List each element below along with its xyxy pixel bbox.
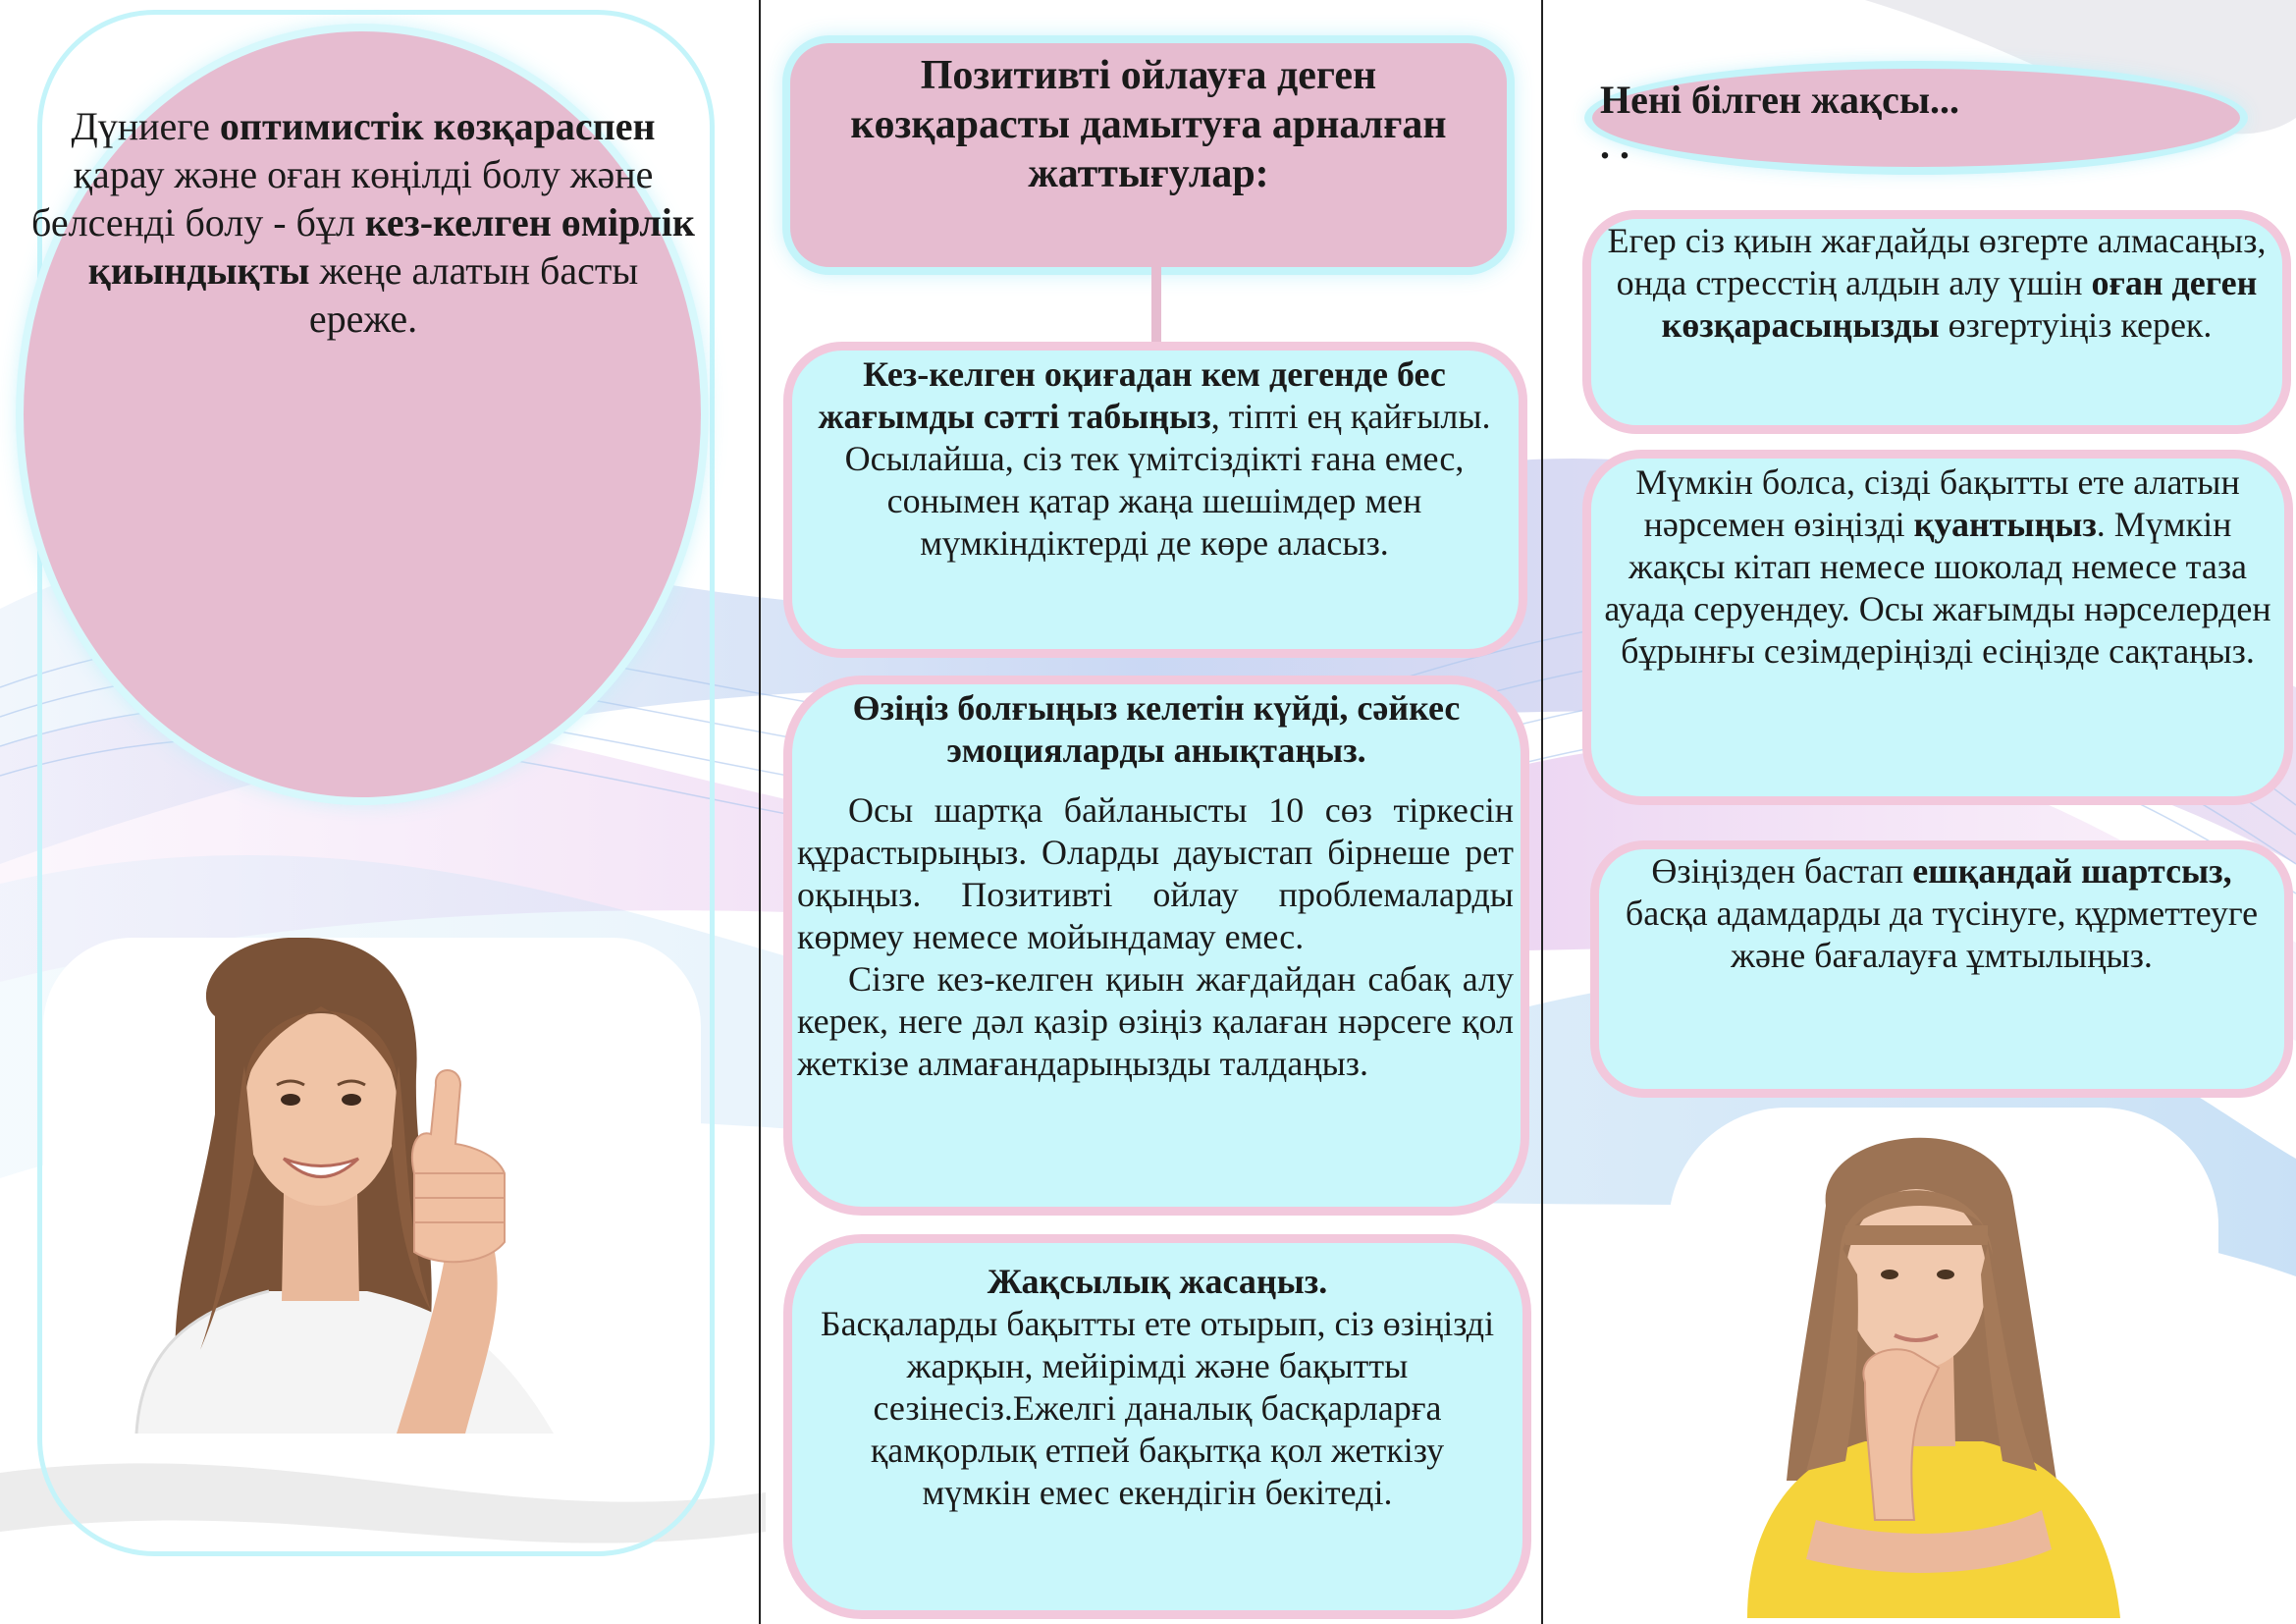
middle-tip-text-1: Кез-келген оқиғадан кем дегенде бес жағымды сәтті табыңыз, тіпті ең қайғылы. Осылайша, сіз тек үмітсіздікті ғана емес, сонымен қатар жаңа шешімдер мен мүмкіндіктерді де көре аласыз. bbox=[818, 354, 1491, 563]
right-header-dots: . . bbox=[1600, 123, 1629, 167]
column-divider-left bbox=[759, 0, 761, 1624]
right-header-title: Нені білген жақсы... bbox=[1600, 78, 1960, 122]
middle-tip-body-2 bbox=[797, 789, 1514, 1085]
middle-tip-para-2b: Сізге кез-келген қиын жағдайдан сабақ алу керек, неге дәл қазір өзіңіз қалаған нәрсеге қол жеткізе алмағандарыңызды талдаңыз. bbox=[797, 959, 1514, 1083]
middle-tip-title-3: Жақсылық жасаңыз. bbox=[987, 1262, 1328, 1301]
middle-connector-line bbox=[1151, 267, 1161, 346]
middle-header-title: Позитивті ойлауға деген көзқарасты дамытуға арналған жаттығулар: bbox=[850, 53, 1447, 196]
left-intro-text: Дүниеге оптимистік көзқараспен қарау және оған көңілді болу және белсенді болу - бұл кез-келген өмірлік қиындықты жеңе алатын басты ереже. bbox=[31, 104, 695, 341]
thinking-girl-photo bbox=[1669, 1108, 2218, 1618]
right-tip-text-1: Егер сіз қиын жағдайды өзгерте алмасаңыз, онда стресстің алдын алу үшін оған деген көзқарасыңызды өзгертуіңіз керек. bbox=[1607, 221, 2267, 345]
middle-tip-para-2a: Осы шартқа байланысты 10 сөз тіркесін құрастырыңыз. Оларды дауыстап бірнеше рет оқыңыз. Позитивті ойлау проблемаларды көрмеу немесе мойындамау емес. bbox=[797, 790, 1514, 956]
middle-tip-title-2: Өзіңіз болғыңыз келетін күйді, сәйкес эмоцияларды анықтаңыз. bbox=[852, 688, 1461, 770]
middle-tip-text-3: Басқаларды бақытты ете отырып, сіз өзіңізді жарқын, мейірімді және бақытты сезінесіз.Ежелгі даналық басқарларға қамқорлық етпей бақытқа қол жеткізу мүмкін емес екендігін бекітеді. bbox=[820, 1304, 1495, 1512]
right-tip-text-2: Мүмкін болса, сізді бақытты ете алатын нәрсемен өзіңізді қуантыңыз. Мүмкін жақсы кітап немесе шоколад немесе таза ауада серуендеу. Осы жағымды нәрселерден бұрынғы сезімдеріңізді есіңізде сақтаңыз. bbox=[1604, 462, 2271, 671]
smiling-girl-thumbs-up-photo bbox=[43, 938, 701, 1434]
column-divider-right bbox=[1541, 0, 1543, 1624]
right-tip-text-3: Өзіңізден бастап ешқандай шартсыз, басқа адамдарды да түсінуге, құрметтеуге және бағалауға ұмтылыңыз. bbox=[1625, 851, 2259, 975]
